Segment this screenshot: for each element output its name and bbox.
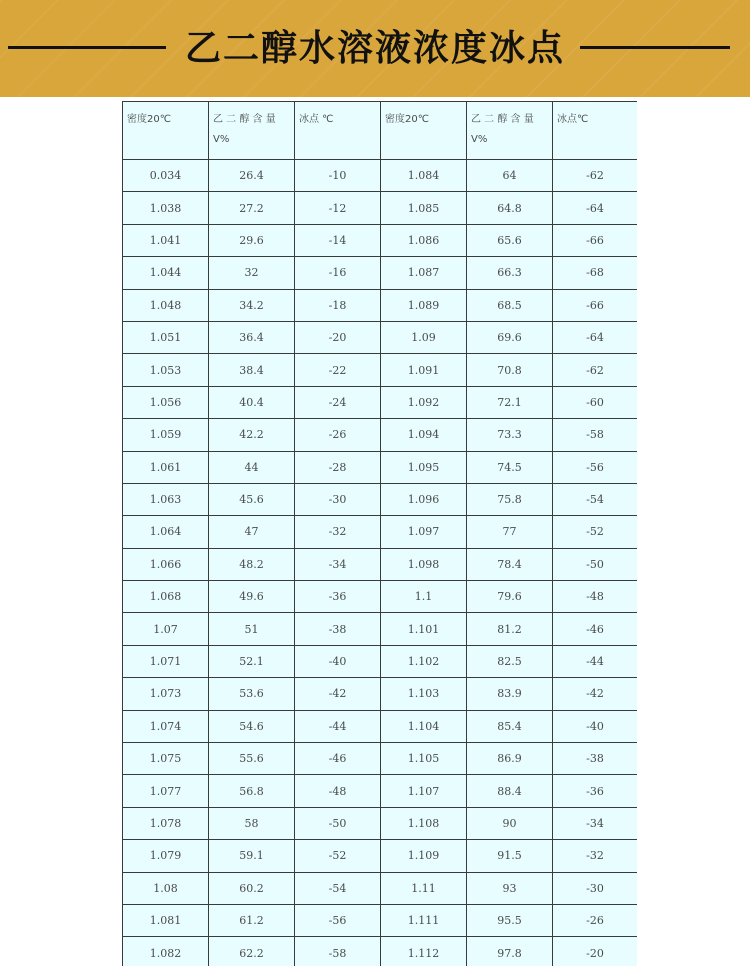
freezing-point-cell: -54 <box>553 483 638 515</box>
glycol-content-cell: 83.9 <box>467 678 553 710</box>
density-cell: 1.107 <box>381 775 467 807</box>
density-cell: 1.092 <box>381 386 467 418</box>
density-cell: 1.063 <box>123 483 209 515</box>
glycol-content-cell: 26.4 <box>209 160 295 192</box>
table-row <box>123 289 638 321</box>
freezing-point-cell: -48 <box>295 775 381 807</box>
header-glycol-content-2: 乙 二 醇 含 量 V% <box>467 102 553 160</box>
density-cell: 1.112 <box>381 937 467 969</box>
freezing-point-cell: -68 <box>553 257 638 289</box>
glycol-content-cell: 32 <box>209 257 295 289</box>
density-cell: 1.094 <box>381 419 467 451</box>
glycol-content-cell: 38.4 <box>209 354 295 386</box>
freezing-point-cell: -36 <box>295 581 381 613</box>
freezing-point-cell: -32 <box>295 516 381 548</box>
header-freezing-point-1: 冰点 ℃ <box>295 102 381 160</box>
density-cell: 1.086 <box>381 224 467 256</box>
freezing-point-cell: -42 <box>295 678 381 710</box>
freezing-point-cell: -30 <box>295 483 381 515</box>
density-cell: 1.103 <box>381 678 467 710</box>
freezing-point-cell: -10 <box>295 160 381 192</box>
glycol-content-cell: 88.4 <box>467 775 553 807</box>
glycol-content-cell: 55.6 <box>209 743 295 775</box>
freezing-point-cell: -64 <box>553 321 638 353</box>
table-row <box>123 840 638 872</box>
freezing-point-cell: -28 <box>295 451 381 483</box>
freezing-point-cell: -12 <box>295 192 381 224</box>
freezing-point-cell: -56 <box>295 904 381 936</box>
glycol-content-cell: 62.2 <box>209 937 295 969</box>
header-freezing-point-2: 冰点℃ <box>553 102 638 160</box>
freezing-point-cell: -66 <box>553 224 638 256</box>
density-cell: 1.104 <box>381 710 467 742</box>
freezing-point-cell: -26 <box>553 904 638 936</box>
glycol-content-cell: 79.6 <box>467 581 553 613</box>
freezing-point-cell: -48 <box>553 581 638 613</box>
glycol-content-cell: 52.1 <box>209 645 295 677</box>
title-rule-left <box>8 46 166 49</box>
glycol-content-cell: 59.1 <box>209 840 295 872</box>
glycol-content-cell: 74.5 <box>467 451 553 483</box>
glycol-content-cell: 66.3 <box>467 257 553 289</box>
freezing-point-cell: -40 <box>295 645 381 677</box>
glycol-content-cell: 40.4 <box>209 386 295 418</box>
table-row <box>123 937 638 969</box>
density-cell: 1.08 <box>123 872 209 904</box>
freezing-point-cell: -14 <box>295 224 381 256</box>
table-row <box>123 645 638 677</box>
freezing-point-cell: -36 <box>553 775 638 807</box>
glycol-content-cell: 97.8 <box>467 937 553 969</box>
table-row <box>123 451 638 483</box>
glycol-content-cell: 75.8 <box>467 483 553 515</box>
glycol-content-cell: 58 <box>209 807 295 839</box>
freezing-point-cell: -54 <box>295 872 381 904</box>
table-row <box>123 224 638 256</box>
glycol-content-cell: 85.4 <box>467 710 553 742</box>
table-row <box>123 321 638 353</box>
density-cell: 1.087 <box>381 257 467 289</box>
freezing-point-cell: -56 <box>553 451 638 483</box>
freezing-point-cell: -26 <box>295 419 381 451</box>
table-row <box>123 710 638 742</box>
freezing-point-cell: -44 <box>553 645 638 677</box>
density-cell: 1.11 <box>381 872 467 904</box>
glycol-content-cell: 48.2 <box>209 548 295 580</box>
density-cell: 1.059 <box>123 419 209 451</box>
density-cell: 1.051 <box>123 321 209 353</box>
freezing-point-cell: -44 <box>295 710 381 742</box>
glycol-content-cell: 61.2 <box>209 904 295 936</box>
freezing-point-cell: -30 <box>553 872 638 904</box>
density-cell: 1.074 <box>123 710 209 742</box>
freezing-point-cell: -66 <box>553 289 638 321</box>
glycol-content-cell: 95.5 <box>467 904 553 936</box>
header-density-1: 密度20℃ <box>123 102 209 160</box>
glycol-content-cell: 60.2 <box>209 872 295 904</box>
density-cell: 1.068 <box>123 581 209 613</box>
density-cell: 1.102 <box>381 645 467 677</box>
glycol-content-cell: 78.4 <box>467 548 553 580</box>
density-cell: 1.066 <box>123 548 209 580</box>
table-row <box>123 904 638 936</box>
freezing-point-table-container <box>122 101 637 974</box>
density-cell: 1.097 <box>381 516 467 548</box>
glycol-content-cell: 49.6 <box>209 581 295 613</box>
freezing-point-cell: -50 <box>295 807 381 839</box>
title-rule-right <box>580 46 730 49</box>
glycol-content-cell: 56.8 <box>209 775 295 807</box>
freezing-point-cell: -64 <box>553 192 638 224</box>
freezing-point-cell: -38 <box>295 613 381 645</box>
density-cell: 1.098 <box>381 548 467 580</box>
glycol-content-cell: 68.5 <box>467 289 553 321</box>
glycol-content-cell: 54.6 <box>209 710 295 742</box>
density-cell: 1.085 <box>381 192 467 224</box>
freezing-point-table <box>122 101 637 970</box>
table-row <box>123 872 638 904</box>
freezing-point-cell: -50 <box>553 548 638 580</box>
density-cell: 1.044 <box>123 257 209 289</box>
density-cell: 1.091 <box>381 354 467 386</box>
table-row <box>123 192 638 224</box>
freezing-point-cell: -34 <box>295 548 381 580</box>
density-cell: 1.061 <box>123 451 209 483</box>
table-row <box>123 581 638 613</box>
glycol-content-cell: 81.2 <box>467 613 553 645</box>
freezing-point-cell: -20 <box>553 937 638 969</box>
density-cell: 1.1 <box>381 581 467 613</box>
freezing-point-cell: -18 <box>295 289 381 321</box>
density-cell: 1.078 <box>123 807 209 839</box>
glycol-content-cell: 51 <box>209 613 295 645</box>
glycol-content-cell: 27.2 <box>209 192 295 224</box>
glycol-content-cell: 86.9 <box>467 743 553 775</box>
density-cell: 1.096 <box>381 483 467 515</box>
glycol-content-cell: 77 <box>467 516 553 548</box>
glycol-content-cell: 36.4 <box>209 321 295 353</box>
density-cell: 1.073 <box>123 678 209 710</box>
table-body <box>123 160 638 970</box>
glycol-content-cell: 73.3 <box>467 419 553 451</box>
glycol-content-cell: 65.6 <box>467 224 553 256</box>
density-cell: 1.041 <box>123 224 209 256</box>
freezing-point-cell: -46 <box>295 743 381 775</box>
freezing-point-cell: -62 <box>553 354 638 386</box>
density-cell: 0.034 <box>123 160 209 192</box>
table-row <box>123 483 638 515</box>
glycol-content-cell: 29.6 <box>209 224 295 256</box>
density-cell: 1.056 <box>123 386 209 418</box>
density-cell: 1.095 <box>381 451 467 483</box>
table-row <box>123 160 638 192</box>
glycol-content-cell: 34.2 <box>209 289 295 321</box>
table-row <box>123 807 638 839</box>
glycol-content-cell: 42.2 <box>209 419 295 451</box>
density-cell: 1.082 <box>123 937 209 969</box>
density-cell: 1.101 <box>381 613 467 645</box>
table-row <box>123 257 638 289</box>
freezing-point-cell: -60 <box>553 386 638 418</box>
density-cell: 1.048 <box>123 289 209 321</box>
glycol-content-cell: 82.5 <box>467 645 553 677</box>
freezing-point-cell: -58 <box>295 937 381 969</box>
glycol-content-cell: 44 <box>209 451 295 483</box>
glycol-content-cell: 91.5 <box>467 840 553 872</box>
table-header-row <box>123 102 638 160</box>
table-row <box>123 386 638 418</box>
density-cell: 1.09 <box>381 321 467 353</box>
glycol-content-cell: 64.8 <box>467 192 553 224</box>
freezing-point-cell: -46 <box>553 613 638 645</box>
freezing-point-cell: -38 <box>553 743 638 775</box>
freezing-point-cell: -32 <box>553 840 638 872</box>
table-row <box>123 775 638 807</box>
density-cell: 1.109 <box>381 840 467 872</box>
glycol-content-cell: 45.6 <box>209 483 295 515</box>
density-cell: 1.064 <box>123 516 209 548</box>
glycol-content-cell: 70.8 <box>467 354 553 386</box>
table-bottom-cut <box>122 966 637 974</box>
density-cell: 1.038 <box>123 192 209 224</box>
glycol-content-cell: 64 <box>467 160 553 192</box>
glycol-content-cell: 53.6 <box>209 678 295 710</box>
page-title: 乙二醇水溶液浓度冰点 <box>184 28 565 69</box>
freezing-point-cell: -52 <box>553 516 638 548</box>
glycol-content-cell: 72.1 <box>467 386 553 418</box>
density-cell: 1.071 <box>123 645 209 677</box>
glycol-content-cell: 93 <box>467 872 553 904</box>
density-cell: 1.077 <box>123 775 209 807</box>
density-cell: 1.089 <box>381 289 467 321</box>
table-row <box>123 548 638 580</box>
density-cell: 1.111 <box>381 904 467 936</box>
glycol-content-cell: 47 <box>209 516 295 548</box>
table-row <box>123 613 638 645</box>
header-density-2: 密度20℃ <box>381 102 467 160</box>
header-glycol-content-1: 乙 二 醇 含 量 V% <box>209 102 295 160</box>
density-cell: 1.075 <box>123 743 209 775</box>
density-cell: 1.079 <box>123 840 209 872</box>
freezing-point-cell: -40 <box>553 710 638 742</box>
table-row <box>123 516 638 548</box>
freezing-point-cell: -62 <box>553 160 638 192</box>
table-row <box>123 354 638 386</box>
freezing-point-cell: -52 <box>295 840 381 872</box>
density-cell: 1.108 <box>381 807 467 839</box>
title-banner <box>0 0 750 97</box>
density-cell: 1.081 <box>123 904 209 936</box>
freezing-point-cell: -42 <box>553 678 638 710</box>
table-row <box>123 419 638 451</box>
freezing-point-cell: -16 <box>295 257 381 289</box>
density-cell: 1.084 <box>381 160 467 192</box>
freezing-point-cell: -34 <box>553 807 638 839</box>
freezing-point-cell: -22 <box>295 354 381 386</box>
density-cell: 1.07 <box>123 613 209 645</box>
glycol-content-cell: 69.6 <box>467 321 553 353</box>
freezing-point-cell: -58 <box>553 419 638 451</box>
density-cell: 1.105 <box>381 743 467 775</box>
table-row <box>123 743 638 775</box>
density-cell: 1.053 <box>123 354 209 386</box>
table-row <box>123 678 638 710</box>
freezing-point-cell: -20 <box>295 321 381 353</box>
freezing-point-cell: -24 <box>295 386 381 418</box>
glycol-content-cell: 90 <box>467 807 553 839</box>
